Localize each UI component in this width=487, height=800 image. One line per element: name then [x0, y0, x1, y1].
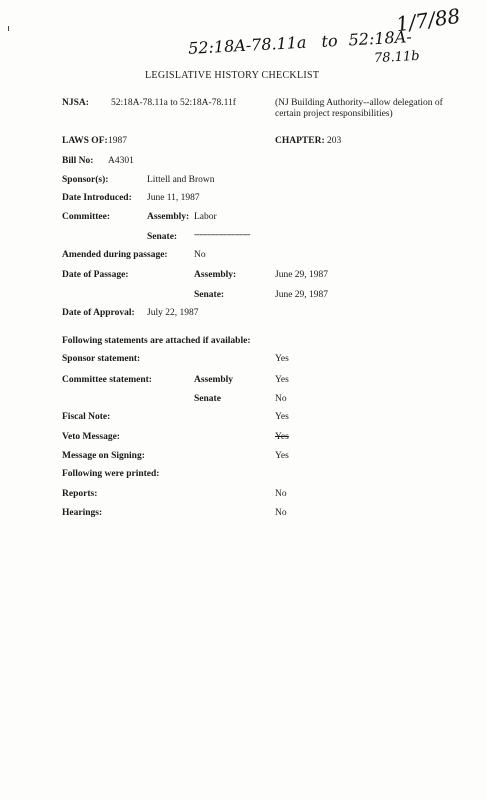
- sponsors-value: Littell and Brown: [147, 175, 215, 185]
- date-introduced-label: Date Introduced:: [62, 193, 132, 203]
- bill-label: Bill No:: [62, 156, 94, 166]
- committee-assembly-label: Assembly:: [147, 212, 190, 222]
- message-on-signing-label: Message on Signing:: [62, 451, 145, 461]
- statements-header: Following statements are attached if available:: [62, 336, 251, 346]
- passage-assembly-value: June 29, 1987: [275, 270, 329, 280]
- date-introduced-value: June 11, 1987: [147, 193, 200, 203]
- passage-assembly-label: Assembly:: [194, 270, 237, 280]
- sponsors-label: Sponsor(s):: [62, 175, 109, 185]
- fiscal-note-label: Fiscal Note:: [62, 412, 111, 422]
- passage-label: Date of Passage:: [62, 270, 129, 280]
- laws-of-label: LAWS OF:: [62, 136, 108, 146]
- njsa-label: NJSA:: [62, 98, 89, 108]
- passage-senate-value: June 29, 1987: [275, 290, 329, 300]
- handwritten-range-join: to: [320, 31, 339, 51]
- sponsor-statement-value: Yes: [275, 354, 289, 364]
- veto-message-value: Yes: [275, 432, 289, 442]
- committee-statement-assembly-label: Assembly: [194, 375, 234, 385]
- sponsor-statement-label: Sponsor statement:: [62, 354, 141, 364]
- approval-label: Date of Approval:: [62, 308, 135, 318]
- veto-message-label: Veto Message:: [62, 432, 120, 442]
- laws-of-value: 1987: [108, 136, 127, 146]
- chapter-label: CHAPTER:: [275, 136, 325, 146]
- committee-statement-assembly-value: Yes: [275, 375, 289, 385]
- hearings-label: Hearings:: [62, 508, 103, 518]
- njsa-note: (NJ Building Authority--allow delegation of certain project responsibilities): [275, 98, 443, 119]
- committee-senate-label: Senate:: [147, 232, 178, 242]
- page-title: LEGISLATIVE HISTORY CHECKLIST: [145, 70, 320, 81]
- bill-value: A4301: [108, 156, 134, 166]
- reports-value: No: [275, 489, 287, 499]
- committee-statement-label: Committee statement:: [62, 375, 152, 385]
- handwritten-date: 1/7/88: [394, 3, 462, 37]
- fiscal-note-value: Yes: [275, 412, 289, 422]
- committee-label: Committee:: [62, 212, 111, 222]
- passage-senate-label: Senate:: [194, 290, 225, 300]
- amended-label: Amended during passage:: [62, 250, 168, 260]
- handwritten-range-end-a: 52:18A-: [348, 27, 413, 50]
- amended-value: No: [194, 250, 206, 260]
- njsa-value: 52:18A-78.11a to 52:18A-78.11f: [111, 98, 236, 108]
- hearings-value: No: [275, 508, 287, 518]
- chapter-value: 203: [327, 136, 342, 146]
- committee-assembly-value: Labor: [194, 212, 217, 222]
- reports-label: Reports:: [62, 489, 98, 499]
- committee-statement-senate-value: No: [275, 394, 287, 404]
- handwritten-range-start: 52:18A-78.11a: [187, 32, 307, 58]
- approval-value: July 22, 1987: [147, 308, 199, 318]
- committee-senate-value: ---------------------: [194, 230, 250, 240]
- handwritten-range-end-b: 78.11b: [373, 48, 420, 67]
- printed-header: Following were printed:: [62, 469, 160, 479]
- margin-tick: [8, 26, 9, 31]
- committee-statement-senate-label: Senate: [194, 394, 221, 404]
- message-on-signing-value: Yes: [275, 451, 289, 461]
